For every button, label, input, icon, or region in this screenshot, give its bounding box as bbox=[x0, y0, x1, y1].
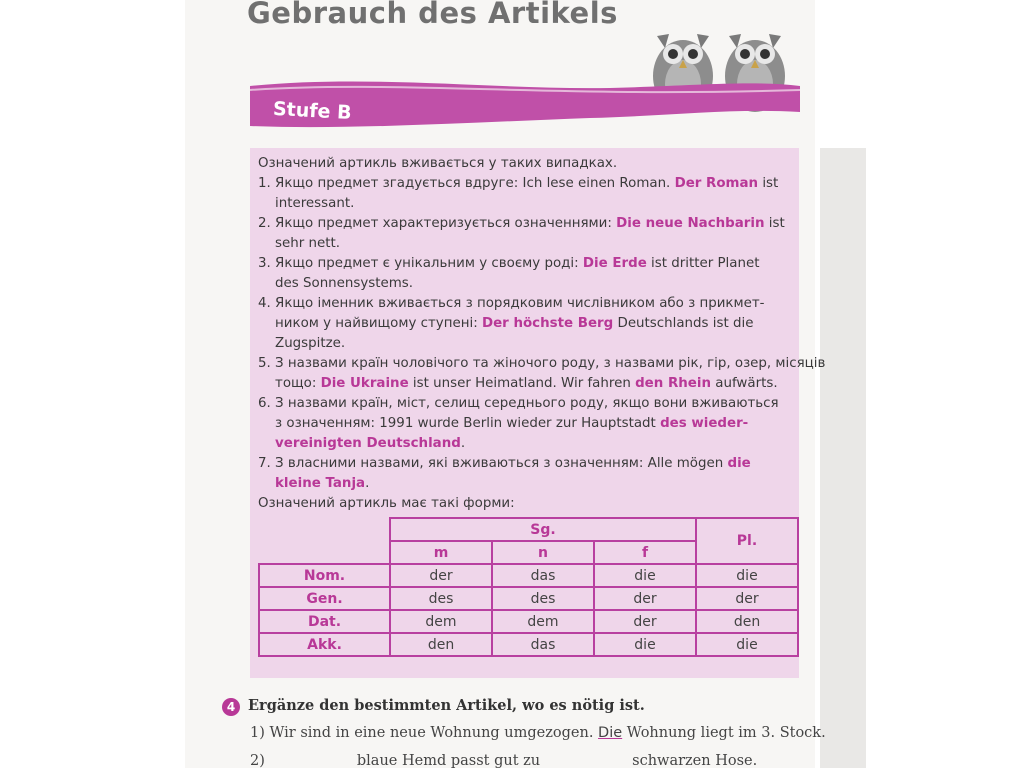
rule-text: ist unser Heimatland. Wir fahren bbox=[408, 376, 636, 391]
rule-line bbox=[258, 216, 785, 231]
table-cell: die bbox=[594, 564, 696, 587]
rule-text: 3. Якщо предмет є унікальним у своєму роді: bbox=[258, 256, 583, 271]
rule-line bbox=[258, 436, 465, 451]
banner-label: Stufe B bbox=[272, 97, 353, 125]
rule-line bbox=[258, 416, 748, 431]
table-cell: den bbox=[390, 633, 492, 656]
highlighted-example: kleine Tanja bbox=[275, 476, 366, 491]
rule-line bbox=[258, 156, 617, 171]
rule-text: ist dritter Planet bbox=[646, 256, 760, 271]
rule-text bbox=[258, 436, 275, 451]
rule-line bbox=[258, 496, 515, 511]
rule-line bbox=[258, 276, 413, 291]
highlighted-example: Die neue Nachbarin bbox=[616, 216, 765, 231]
highlighted-example: des wieder- bbox=[660, 416, 749, 431]
header-singular: Sg. bbox=[390, 518, 696, 541]
rule-text: . bbox=[460, 436, 466, 451]
line-text: schwarzen Hose. bbox=[632, 753, 758, 769]
highlighted-example: die bbox=[727, 456, 751, 471]
rule-text: Означений артикль має такі форми: bbox=[258, 496, 515, 511]
rule-line bbox=[258, 256, 759, 271]
table-cell: den bbox=[696, 610, 798, 633]
rule-text: des Sonnensystems. bbox=[258, 276, 414, 291]
highlighted-example: Der Roman bbox=[674, 176, 759, 191]
exercise-line-2 bbox=[250, 753, 757, 769]
highlighted-example: vereinigten Deutschland bbox=[275, 436, 461, 451]
table-cell: dem bbox=[390, 610, 492, 633]
rule-text: 2. Якщо предмет характеризується означеннями: bbox=[258, 216, 617, 231]
rule-text: interessant. bbox=[258, 196, 355, 211]
table-cell: der bbox=[696, 587, 798, 610]
header-neuter: n bbox=[492, 541, 594, 564]
rule-line bbox=[258, 316, 753, 331]
rule-text: 6. З назвами країн, міст, селищ середнього роду, якщо вони вживаються bbox=[258, 396, 779, 411]
rule-line bbox=[258, 236, 340, 251]
line-text: 1) Wir sind in eine neue Wohnung umgezogen. bbox=[250, 725, 599, 741]
exercise-title: Ergänze den bestimmten Artikel, wo es nötig ist. bbox=[248, 697, 645, 714]
table-cell: die bbox=[696, 564, 798, 587]
rule-text: ником у найвищому ступені: bbox=[258, 316, 482, 331]
table-cell: das bbox=[492, 564, 594, 587]
page-title: Gebrauch des Artikels bbox=[247, 0, 618, 30]
table-corner bbox=[259, 518, 390, 541]
highlighted-example: Die Erde bbox=[582, 256, 647, 271]
answer-text: Die bbox=[598, 725, 623, 741]
rule-line bbox=[258, 456, 751, 471]
line-text: blaue Hemd passt gut zu bbox=[356, 753, 541, 769]
table-row bbox=[259, 610, 798, 633]
table-corner bbox=[259, 541, 390, 564]
line-text: Wohnung liegt im 3. Stock. bbox=[622, 725, 826, 741]
rule-line bbox=[258, 476, 369, 491]
header-masculine: m bbox=[390, 541, 492, 564]
rule-text: тощо: bbox=[258, 376, 321, 391]
highlighted-example: den Rhein bbox=[635, 376, 711, 391]
exercise-line-1 bbox=[250, 725, 826, 741]
rule-line bbox=[258, 336, 345, 351]
page-edge-shadow bbox=[820, 148, 866, 768]
highlighted-example: Der höchste Berg bbox=[481, 316, 614, 331]
header-plural: Pl. bbox=[696, 518, 798, 564]
rule-text: . bbox=[365, 476, 370, 491]
case-label: Gen. bbox=[259, 587, 390, 610]
rule-line bbox=[258, 396, 779, 411]
table-cell: der bbox=[594, 610, 696, 633]
rule-text: ist bbox=[758, 176, 779, 191]
rule-text: 7. З власними назвами, які вживаються з означенням: Alle mögen bbox=[258, 456, 728, 471]
table-cell: des bbox=[390, 587, 492, 610]
rule-line bbox=[258, 356, 825, 371]
rule-text: 1. Якщо предмет згадується вдруге: Ich lese einen Roman. bbox=[258, 176, 675, 191]
table-cell: der bbox=[390, 564, 492, 587]
rule-line bbox=[258, 296, 765, 311]
rule-text: з означенням: 1991 wurde Berlin wieder zur Hauptstadt bbox=[258, 416, 661, 431]
line-text: 2) bbox=[250, 753, 265, 769]
exercise-number-badge: 4 bbox=[222, 698, 240, 716]
table-row bbox=[259, 564, 798, 587]
table-cell: die bbox=[696, 633, 798, 656]
table-cell: des bbox=[492, 587, 594, 610]
rule-text: 5. З назвами країн чоловічого та жіночого роду, з назвами рік, гір, озер, місяців bbox=[258, 356, 826, 371]
rule-text: Означений артикль вживається у таких випадках. bbox=[258, 156, 618, 171]
highlighted-example: Die Ukraine bbox=[320, 376, 409, 391]
table-cell: das bbox=[492, 633, 594, 656]
rule-text: 4. Якщо іменник вживається з порядковим числівником або з прикмет- bbox=[258, 296, 765, 311]
header-feminine: f bbox=[594, 541, 696, 564]
article-table bbox=[258, 517, 799, 657]
rule-line bbox=[258, 176, 778, 191]
table-row bbox=[259, 587, 798, 610]
case-label: Akk. bbox=[259, 633, 390, 656]
rule-line bbox=[258, 196, 354, 211]
case-label: Dat. bbox=[259, 610, 390, 633]
rule-text: sehr nett. bbox=[258, 236, 340, 251]
rule-line bbox=[258, 376, 778, 391]
table-cell: die bbox=[594, 633, 696, 656]
rule-text: aufwärts. bbox=[711, 376, 778, 391]
rule-text bbox=[258, 476, 275, 491]
table-cell: der bbox=[594, 587, 696, 610]
rule-text: Zugspitze. bbox=[258, 336, 346, 351]
table-row bbox=[259, 633, 798, 656]
case-label: Nom. bbox=[259, 564, 390, 587]
table-cell: dem bbox=[492, 610, 594, 633]
rule-text: Deutschlands ist die bbox=[613, 316, 754, 331]
rule-text: ist bbox=[764, 216, 785, 231]
